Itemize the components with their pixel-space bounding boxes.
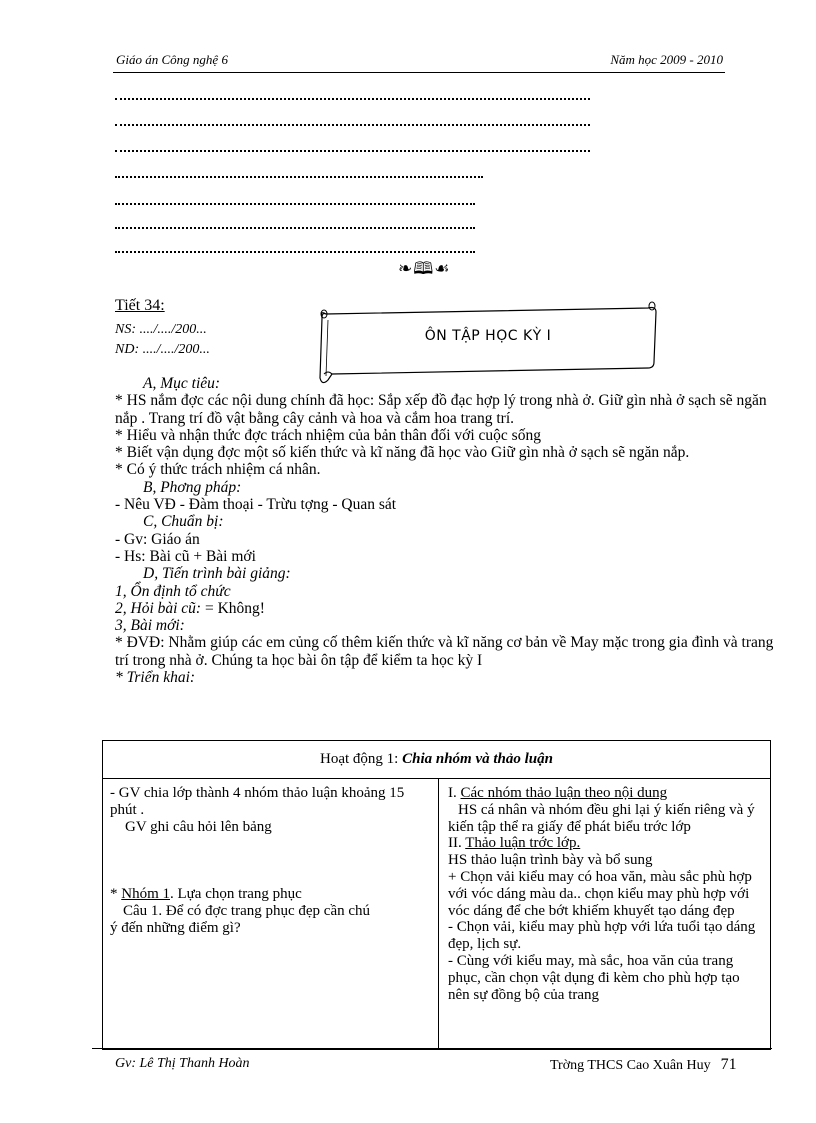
right-line-2: HS cá nhân và nhóm đều ghi lại ý kiến riêng và ý kiến tập thể ra giấy để phát biểu trớc lớp [448, 801, 755, 835]
objective-4: * Có ý thức trách nhiệm cá nhân. [115, 461, 321, 479]
method-1: - Nêu VĐ - Đàm thoại - Trừu tợng - Quan sát [115, 496, 397, 514]
step-1: 1, Ổn định tổ chức [115, 582, 231, 600]
objective-3: * Biết vận dụng đợc một số kiến thức và kĩ năng đã học vào Giữ gìn nhà ở sạch sẽ ngăn nắp. [115, 444, 690, 462]
dotted-line [115, 202, 475, 205]
roman-2: II. [448, 835, 466, 852]
dotted-line [115, 149, 590, 152]
footer-school [550, 1056, 737, 1074]
dotted-line [115, 226, 475, 229]
question-1: Câu 1. Để có đợc trang phục đẹp cần chú [123, 903, 371, 920]
dvd-text: Nhằm giúp các em củng cố thêm kiến thức và kĩ năng cơ bản về May mặc trong gia đình và trang trí trong nhà ở. Chúng ta học bài ôn tập để kiểm ta học kỳ I [115, 634, 774, 669]
page-number: 71 [720, 1056, 737, 1073]
heading-1-text: Các nhóm thảo luận theo nội dung [460, 785, 668, 801]
trien-khai: * Triển khai: [115, 669, 196, 687]
header-right: Năm học 2009 - 2010 [610, 52, 723, 67]
lesson-title: ÔN TẬP HỌC KỲ I [424, 328, 552, 344]
roman-1: I. [448, 785, 461, 801]
date-nd: ND: ..../..../200... [115, 342, 210, 357]
table-header [103, 741, 770, 779]
dvd-paragraph [115, 634, 775, 669]
dvd-label: * ĐVĐ: [115, 634, 165, 652]
dotted-line [115, 175, 483, 178]
table-header-prefix: Hoạt động 1: [320, 751, 403, 767]
activity-table [102, 740, 771, 1050]
right-line-6: - Chọn vải, kiểu may phù hợp với lứa tuổi tạo dáng đẹp, lịch sự. [448, 919, 756, 953]
left-line-1: - GV chia lớp thành 4 nhóm thảo luận khoảng 15 phút . [110, 785, 405, 818]
school-name: Trờng THCS Cao Xuân Huy [550, 1058, 711, 1073]
section-d-title: D, Tiến trình bài giảng: [143, 565, 291, 583]
footer-teacher: Gv: Lê Thị Thanh Hoàn [115, 1056, 250, 1071]
group-1-topic: . Lựa chọn trang phục [170, 886, 302, 903]
section-c-title: C, Chuẩn bị: [143, 513, 224, 531]
group-1-star: * [110, 886, 122, 903]
step-2-label: 2, Hỏi bài cũ: [115, 599, 202, 617]
left-line-2: GV ghi câu hỏi lên bảng [125, 818, 272, 835]
group-1-label: Nhóm 1 [121, 886, 170, 903]
objective-2: * Hiểu và nhận thức đợc trách nhiệm của bản thân đối với cuộc sống [115, 426, 541, 444]
footer-rule [92, 1048, 772, 1049]
teacher-column [103, 779, 439, 1049]
step-2 [115, 600, 775, 617]
lesson-body [115, 375, 775, 686]
prep-teacher: - Gv: Giáo án [115, 530, 200, 548]
section-a-title: A, Mục tiêu: [143, 375, 221, 392]
header-left: Giáo án Công nghệ 6 [116, 52, 228, 67]
dotted-line [115, 123, 590, 126]
step-3: 3, Bài mới: [115, 617, 185, 635]
student-column [440, 779, 770, 1049]
table-header-title: Chia nhóm và thảo luận [402, 751, 553, 767]
page-header [113, 52, 725, 73]
lesson-number: Tiết 34: [115, 297, 165, 314]
heading-2-text: Thảo luận trớc lớp. [465, 835, 581, 852]
right-heading-1 [448, 785, 762, 802]
right-line-7: - Cùng với kiểu may, mà sắc, hoa văn của trang phục, cần chọn vật dụng đi kèm cho phù hợp tạo nên sự đồng bộ của trang [448, 952, 740, 1003]
question-1-cont: ý đến những điểm gì? [110, 919, 241, 936]
objective-1: * HS nắm đợc các nội dung chính đã học: Sắp xếp đồ đạc hợp lý trong nhà ở. Giữ gìn nhà ở sạch sẽ ngăn nắp . Trang trí đồ vật bằng cây cảnh và hoa và cắm hoa trang trí. [115, 392, 767, 427]
step-2-text: = Không! [201, 599, 265, 617]
right-heading-2 [448, 835, 762, 852]
right-line-4: HS thảo luận trình bày và bổ sung [448, 852, 653, 869]
dotted-line [115, 250, 475, 253]
group-1-line [110, 886, 431, 903]
prep-student: - Hs: Bài cũ + Bài mới [115, 547, 256, 565]
section-b-title: B, Phơng pháp: [143, 478, 242, 496]
right-line-5: + Chọn vải kiểu may có hoa văn, màu sắc phù hợp với vóc dáng màu da.. chọn kiểu may phù hợp với vóc dáng để che bớt khiếm khuyết tạo dáng đẹp [448, 868, 752, 919]
date-ns: NS: ..../..../200... [115, 322, 207, 337]
dotted-line [115, 97, 590, 100]
book-ornament-icon: ❧🕮☙ [398, 259, 451, 278]
